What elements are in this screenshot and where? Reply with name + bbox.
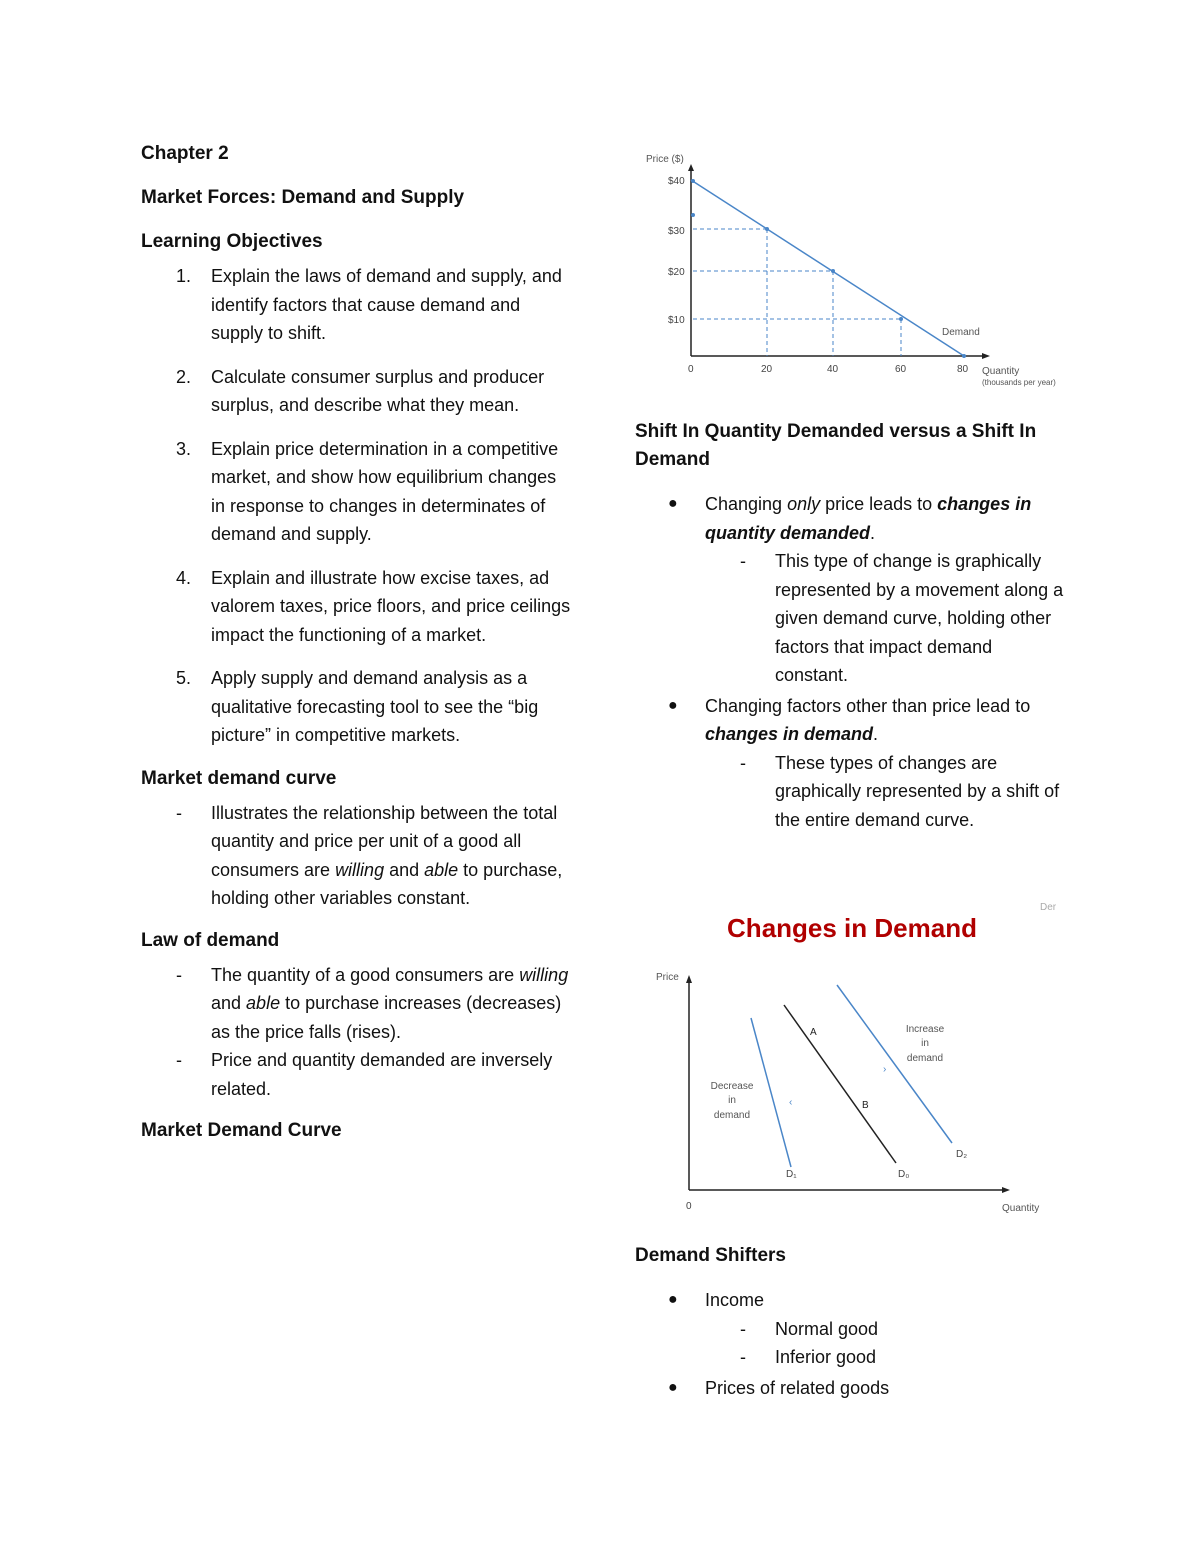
market-demand-list [141, 799, 571, 913]
x-axis-title: Quantity [982, 366, 1020, 377]
d1-label: D₁ [786, 1169, 797, 1180]
list-item: - This type of change is graphically represented by a movement along a given demand curve, holding other factors that impact demand constant. [740, 551, 1064, 685]
data-point [691, 179, 695, 183]
market-demand-curve-heading: Market Demand Curve [141, 1120, 342, 1141]
d2-label: D₂ [956, 1149, 968, 1160]
x-tick-label: 60 [895, 364, 907, 375]
demand-original-line [784, 1005, 896, 1163]
point-a-label: A [810, 1027, 817, 1038]
shifters-section [635, 1242, 1065, 1404]
decrease-label: demand [713, 1110, 751, 1121]
law-list [141, 961, 571, 1104]
list-item: 4. Explain and illustrate how excise taxes, ad valorem taxes, price floors, and price ceilings impact the functioning of a market. [176, 567, 571, 645]
changes-in-demand-chart [640, 895, 1070, 1225]
corner-label: Der [1040, 902, 1057, 913]
x-axis-arrow-icon [1002, 1187, 1010, 1193]
chapter-title: Market Forces: Demand and Supply [141, 187, 465, 208]
y-axis-arrow-icon [686, 975, 692, 983]
list-item: ● Income - Normal good - Inferior good [635, 1286, 1065, 1372]
y-axis-title: Price ($) [646, 154, 684, 165]
d0-label: D₀ [898, 1169, 910, 1180]
y-tick-label: $30 [668, 226, 685, 237]
chart-title: Changes in Demand [727, 913, 977, 943]
sub-list [705, 1315, 1065, 1372]
decrease-label: in [728, 1095, 736, 1106]
list-item: - Inferior good [740, 1347, 877, 1367]
x-tick-label: 20 [761, 364, 773, 375]
objectives-list [141, 262, 571, 750]
x-axis-arrow-icon [982, 353, 990, 359]
demand-increase-line [837, 985, 952, 1143]
market-demand-heading: Market demand curve [141, 767, 337, 789]
shifters-list [635, 1286, 1065, 1402]
list-item: - Normal good [740, 1318, 879, 1339]
shift-list [635, 490, 1065, 834]
shift-left-arrow-icon: ‹ [789, 1097, 793, 1108]
list-item: 1. Explain the laws of demand and supply, and identify factors that cause demand and supply to shift. [176, 266, 562, 343]
list-item: - These types of changes are graphically represented by a shift of the entire demand curve. [740, 752, 1060, 830]
stray-point [691, 213, 695, 217]
increase-label: in [921, 1038, 929, 1049]
increase-label: demand [906, 1053, 944, 1064]
demand-line-label: Demand [942, 327, 980, 338]
shift-heading: Shift In Quantity Demanded versus a Shift In Demand [635, 421, 1037, 470]
x-axis-title: Quantity [1002, 1203, 1040, 1214]
list-item: 3. Explain price determination in a competitive market, and show how equilibrium changes in response to changes in determinates of demand and supply. [176, 438, 559, 544]
right-column [635, 418, 1065, 836]
y-tick-label: $20 [668, 267, 685, 278]
x-axis-subtitle: (thousands per year) [982, 378, 1056, 387]
list-item: - The quantity of a good consumers are willing and able to purchase increases (decreases) as the price falls (rises). [176, 964, 569, 1042]
left-column [141, 140, 571, 1145]
data-point [831, 269, 835, 273]
shifters-heading: Demand Shifters [635, 1245, 786, 1266]
y-axis-title: Price [656, 972, 679, 983]
law-heading: Law of demand [141, 929, 280, 951]
objectives-heading: Learning Objectives [141, 231, 323, 252]
list-item: ● Prices of related goods [668, 1377, 890, 1398]
data-point [765, 227, 769, 231]
list-item: - Price and quantity demanded are inversely related. [176, 1050, 553, 1099]
data-point [899, 317, 903, 321]
demand-decrease-line [751, 1018, 791, 1167]
x-tick-label: 0 [688, 364, 694, 375]
list-item: - Illustrates the relationship between the total quantity and price per unit of a good all consumers are willing and able to purchase, holding other variables constant. [176, 802, 563, 908]
sub-list [705, 749, 1065, 835]
chapter-label: Chapter 2 [141, 143, 229, 164]
origin-label: 0 [686, 1201, 692, 1212]
y-tick-label: $40 [668, 176, 685, 187]
data-point [962, 354, 966, 358]
list-item: 5. Apply supply and demand analysis as a qualitative forecasting tool to see the “big picture” in competitive markets. [176, 668, 539, 745]
list-item: ● Changing only price leads to changes in quantity demanded. - This type of change is graphically represented by a movement along a given demand curve, holding other factors that impact demand constant. [635, 490, 1065, 690]
y-tick-label: $10 [668, 315, 685, 326]
demand-line [691, 180, 964, 356]
x-tick-label: 80 [957, 364, 969, 375]
decrease-label: Decrease [710, 1081, 754, 1092]
demand-curve-chart [640, 148, 1070, 398]
sub-list [705, 547, 1065, 690]
y-axis-arrow-icon [688, 164, 694, 171]
x-tick-label: 40 [827, 364, 839, 375]
shift-right-arrow-icon: › [883, 1064, 887, 1075]
list-item: 2. Calculate consumer surplus and producer surplus, and describe what they mean. [176, 366, 545, 415]
list-item: ● Changing factors other than price lead to changes in demand. - These types of changes are graphically represented by a shift of the entire demand curve. [635, 692, 1065, 835]
point-b-label: B [862, 1100, 869, 1111]
increase-label: Increase [905, 1024, 945, 1035]
